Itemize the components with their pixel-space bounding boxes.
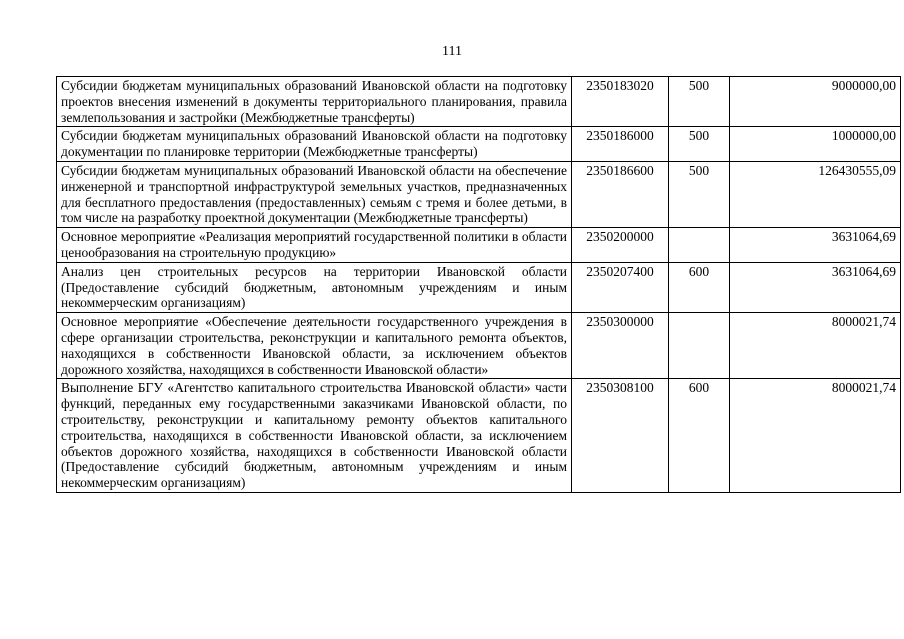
row-expense-type: [669, 313, 730, 379]
row-code: 2350207400: [572, 262, 669, 312]
table-row: [57, 262, 901, 312]
row-description: Основное мероприятие «Реализация мероприятий государственной политики в области ценообразования на строительную продукцию»: [57, 228, 572, 263]
row-description: Выполнение БГУ «Агентство капитального строительства Ивановской области» части функций, переданных ему государственными заказчиками Ивановской области, по строительству, реконструкции и капитальному ремонту объектов капитального строительства, находящихся в собственности Ивановской области, за исключением объектов дорожного хозяйства, находящихся в собственности Ивановской области (Предоставление субсидий бюджетным, автономным учреждениям и иным некоммерческим организациям): [57, 379, 572, 493]
row-code: 2350308100: [572, 379, 669, 493]
row-expense-type: 500: [669, 161, 730, 227]
table-row: [57, 228, 901, 263]
row-code: 2350186000: [572, 127, 669, 162]
row-expense-type: 600: [669, 262, 730, 312]
row-code: 2350300000: [572, 313, 669, 379]
row-code: 2350200000: [572, 228, 669, 263]
table-row: [57, 77, 901, 127]
row-amount: 9000000,00: [730, 77, 901, 127]
table-row: [57, 313, 901, 379]
table-row: [57, 127, 901, 162]
row-amount: 126430555,09: [730, 161, 901, 227]
row-amount: 8000021,74: [730, 379, 901, 493]
row-amount: 3631064,69: [730, 262, 901, 312]
page-number: 111: [442, 44, 462, 59]
row-amount: 8000021,74: [730, 313, 901, 379]
row-amount: 1000000,00: [730, 127, 901, 162]
row-description: Основное мероприятие «Обеспечение деятельности государственного учреждения в сфере организации строительства, реконструкции и капитального ремонта объектов, находящихся в собственности Ивановской области, за исключением объектов дорожного хозяйства, находящихся в собственности Ивановской области»: [57, 313, 572, 379]
row-amount: 3631064,69: [730, 228, 901, 263]
row-description: Субсидии бюджетам муниципальных образований Ивановской области на подготовку документации по планировке территории (Межбюджетные трансферты): [57, 127, 572, 162]
budget-table: [56, 76, 901, 493]
table-row: [57, 161, 901, 227]
row-expense-type: 600: [669, 379, 730, 493]
row-code: 2350183020: [572, 77, 669, 127]
table-row: [57, 379, 901, 493]
row-expense-type: 500: [669, 77, 730, 127]
row-description: Субсидии бюджетам муниципальных образований Ивановской области на обеспечение инженерной и транспортной инфраструктурой земельных участков, предназначенных для бесплатного предоставления (предоставленных) семьям с тремя и более детьми, в том числе на разработку проектной документации (Межбюджетные трансферты): [57, 161, 572, 227]
row-expense-type: 500: [669, 127, 730, 162]
row-expense-type: [669, 228, 730, 263]
row-code: 2350186600: [572, 161, 669, 227]
row-description: Анализ цен строительных ресурсов на территории Ивановской области (Предоставление субсидий бюджетным, автономным учреждениям и иным некоммерческим организациям): [57, 262, 572, 312]
row-description: Субсидии бюджетам муниципальных образований Ивановской области на подготовку проектов внесения изменений в документы территориального планирования, правила землепользования и застройки (Межбюджетные трансферты): [57, 77, 572, 127]
